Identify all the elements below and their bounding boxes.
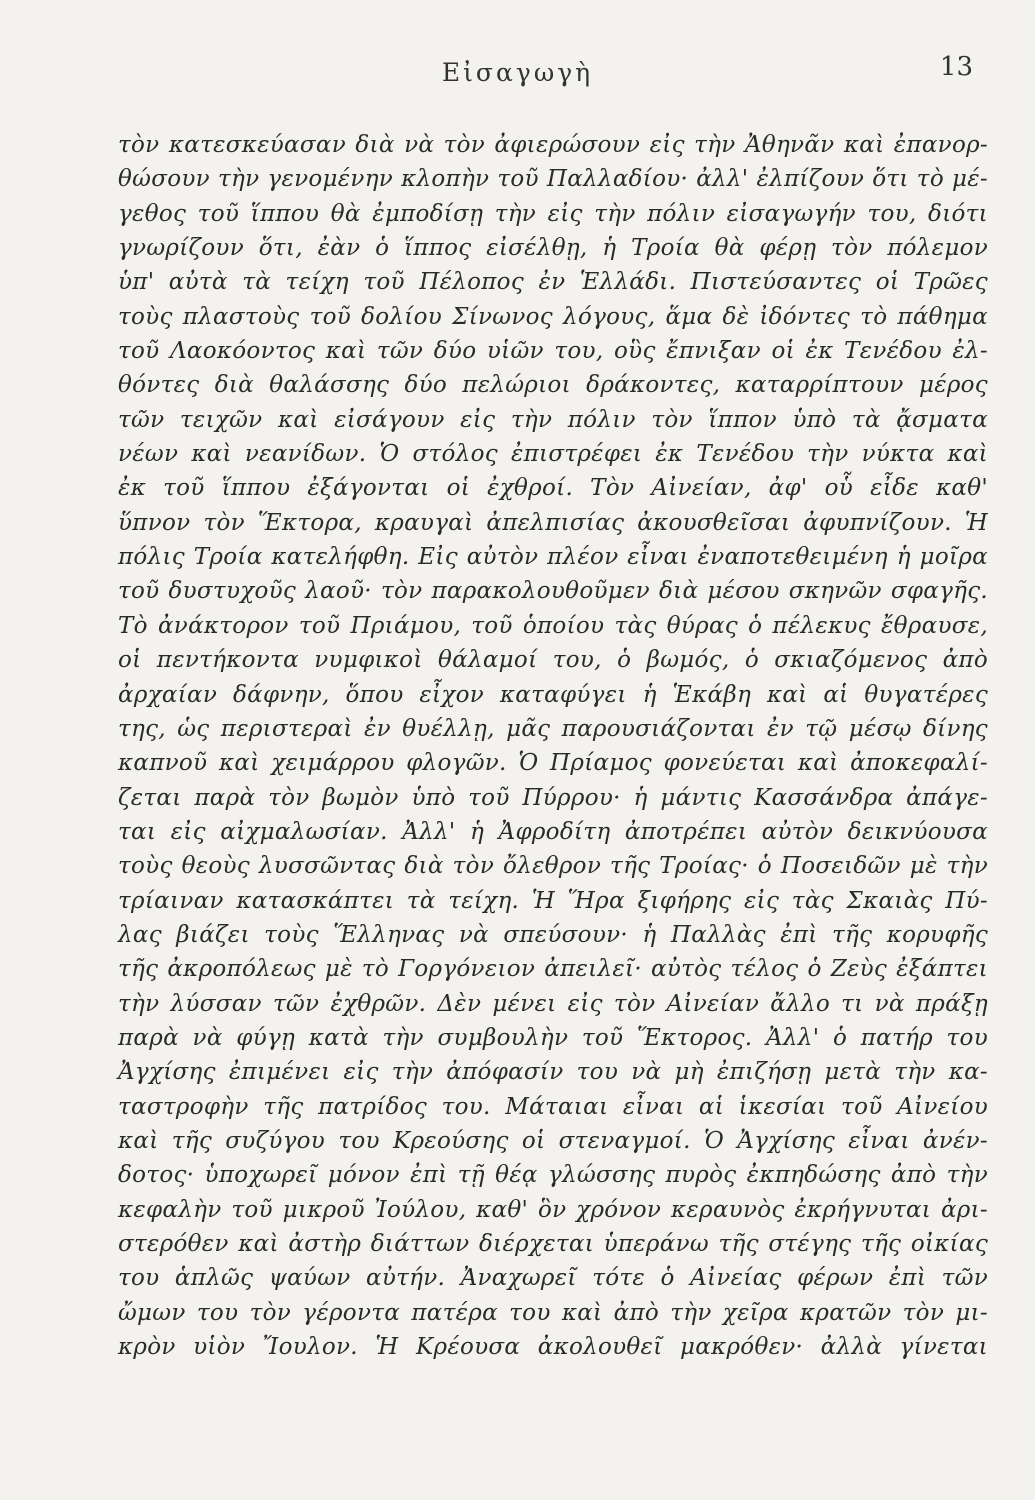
text-line: Τὸ ἀνάκτορον τοῦ Πριάμου, τοῦ ὁποίου τὰς θύρας ὁ πέλεκυς ἔθραυσε, <box>118 612 988 639</box>
text-line: κεφαλὴν τοῦ μικροῦ Ἰούλου, καθ' ὃν χρόνον κεραυνὸς ἐκρήγνυται ἀρι- <box>118 1196 988 1223</box>
text-line: κρὸν υἱὸν Ἴουλον. Ἡ Κρέουσα ἀκολουθεῖ μακρόθεν· ἀλλὰ γίνεται <box>118 1334 988 1361</box>
text-line: θόντες διὰ θαλάσσης δύο πελώριοι δράκοντες, καταρρίπτουν μέρος <box>118 372 988 399</box>
text-line: ται εἰς αἰχμαλωσίαν. Ἀλλ' ἡ Ἀφροδίτη ἀποτρέπει αὐτὸν δεικνύουσα <box>118 818 988 845</box>
text-line: λας βιάζει τοὺς Ἕλληνας νὰ σπεύσουν· ἡ Παλλὰς ἐπὶ τῆς κορυφῆς <box>118 921 988 948</box>
text-line: γνωρίζουν ὅτι, ἐὰν ὁ ἵππος εἰσέλθῃ, ἡ Τροία θὰ φέρῃ τὸν πόλεμον <box>118 235 988 262</box>
text-line: ὑπ' αὐτὰ τὰ τείχη τοῦ Πέλοπος ἐν Ἑλλάδι. Πιστεύσαντες οἱ Τρῶες <box>118 269 988 296</box>
text-line: τῆς ἀκροπόλεως μὲ τὸ Γοργόνειον ἀπειλεῖ· αὐτὸς τέλος ὁ Ζεὺς ἐξάπτει <box>118 956 988 983</box>
text-line: δοτος· ὑποχωρεῖ μόνον ἐπὶ τῇ θέᾳ γλώσσης πυρὸς ἐκπηδώσης ἀπὸ τὴν <box>118 1162 988 1189</box>
text-line: καπνοῦ καὶ χειμάρρου φλογῶν. Ὁ Πρίαμος φονεύεται καὶ ἀποκεφαλί- <box>118 750 988 777</box>
text-line: θώσουν τὴν γενομένην κλοπὴν τοῦ Παλλαδίου· ἀλλ' ἐλπίζουν ὅτι τὸ μέ- <box>118 166 988 193</box>
text-line: ἀρχαίαν δάφνην, ὅπου εἶχον καταφύγει ἡ Ἑκάβη καὶ αἱ θυγατέρες <box>118 681 988 708</box>
text-line: ὤμων του τὸν γέροντα πατέρα του καὶ ἀπὸ τὴν χεῖρα κρατῶν τὸν μι- <box>118 1299 988 1326</box>
text-line: στερόθεν καὶ ἀστὴρ διάττων διέρχεται ὑπεράνω τῆς στέγης τῆς οἰκίας <box>118 1231 988 1257</box>
text-line: ὕπνον τὸν Ἕκτορα, κραυγαὶ ἀπελπισίας ἀκουσθεῖσαι ἀφυπνίζουν. Ἡ <box>118 509 988 536</box>
text-line: καὶ τῆς συζύγου του Κρεούσης οἱ στεναγμοί. Ὁ Ἀγχίσης εἶναι ἀνέν- <box>118 1127 988 1154</box>
text-line: ζεται παρὰ τὸν βωμὸν ὑπὸ τοῦ Πύρρου· ἡ μάντις Κασσάνδρα ἀπάγε- <box>118 784 988 811</box>
body-text <box>118 128 988 1364</box>
text-line: τοῦ Λαοκόοντος καὶ τῶν δύο υἱῶν του, οὓς ἔπνιξαν οἱ ἐκ Τενέδου ἐλ- <box>118 338 988 365</box>
text-line: πόλις Τροία κατελήφθη. Εἰς αὐτὸν πλέον εἶναι ἐναποτεθειμένη ἡ μοῖρα <box>118 544 988 571</box>
text-line: της, ὡς περιστεραὶ ἐν θυέλλῃ, μᾶς παρουσιάζονται ἐν τῷ μέσῳ δίνης <box>118 715 988 742</box>
text-line: τὴν λύσσαν τῶν ἐχθρῶν. Δὲν μένει εἰς τὸν Αἰνείαν ἄλλο τι νὰ πράξῃ <box>118 990 988 1017</box>
running-title: Εἰσαγωγὴ <box>441 58 594 87</box>
text-line: Ἀγχίσης ἐπιμένει εἰς τὴν ἀπόφασίν του νὰ μὴ ἐπιζήσῃ μετὰ τὴν κα- <box>118 1059 988 1086</box>
text-line: ταστροφὴν τῆς πατρίδος του. Μάταιαι εἶναι αἱ ἱκεσίαι τοῦ Αἰνείου <box>118 1093 988 1120</box>
text-line: γεθος τοῦ ἵππου θὰ ἐμποδίσῃ τὴν εἰς τὴν πόλιν εἰσαγωγήν του, διότι <box>118 200 988 227</box>
text-line: παρὰ νὰ φύγῃ κατὰ τὴν συμβουλὴν τοῦ Ἕκτορος. Ἀλλ' ὁ πατήρ του <box>118 1024 988 1051</box>
text-line: ἐκ τοῦ ἵππου ἐξάγονται οἱ ἐχθροί. Τὸν Αἰνείαν, ἀφ' οὗ εἶδε καθ' <box>118 475 988 502</box>
text-line: τοὺς θεοὺς λυσσῶντας διὰ τὸν ὄλεθρον τῆς Τροίας· ὁ Ποσειδῶν μὲ τὴν <box>118 853 988 880</box>
text-line: τοὺς πλαστοὺς τοῦ δολίου Σίνωνος λόγους, ἅμα δὲ ἰδόντες τὸ πάθημα <box>118 303 988 330</box>
text-line: τὸν κατεσκεύασαν διὰ νὰ τὸν ἀφιερώσουν εἰς τὴν Ἀθηνᾶν καὶ ἐπανορ- <box>118 132 988 158</box>
text-line: οἱ πεντήκοντα νυμφικοὶ θάλαμοί του, ὁ βωμός, ὁ σκιαζόμενος ἀπὸ <box>118 647 988 674</box>
page-number: 13 <box>939 52 973 82</box>
text-line: τῶν τειχῶν καὶ εἰσάγουν εἰς τὴν πόλιν τὸν ἵππον ὑπὸ τὰ ᾄσματα <box>118 406 988 433</box>
text-line: του ἁπλῶς ψαύων αὐτήν. Ἀναχωρεῖ τότε ὁ Αἰνείας φέρων ἐπὶ τῶν <box>118 1265 988 1292</box>
text-line: τοῦ δυστυχοῦς λαοῦ· τὸν παρακολουθοῦμεν διὰ μέσου σκηνῶν σφαγῆς. <box>118 578 988 605</box>
text-line: νέων καὶ νεανίδων. Ὁ στόλος ἐπιστρέφει ἐκ Τενέδου τὴν νύκτα καὶ <box>118 441 988 468</box>
text-line: τρίαιναν κατασκάπτει τὰ τείχη. Ἡ Ἥρα ξιφήρης εἰς τὰς Σκαιὰς Πύ- <box>118 887 988 914</box>
